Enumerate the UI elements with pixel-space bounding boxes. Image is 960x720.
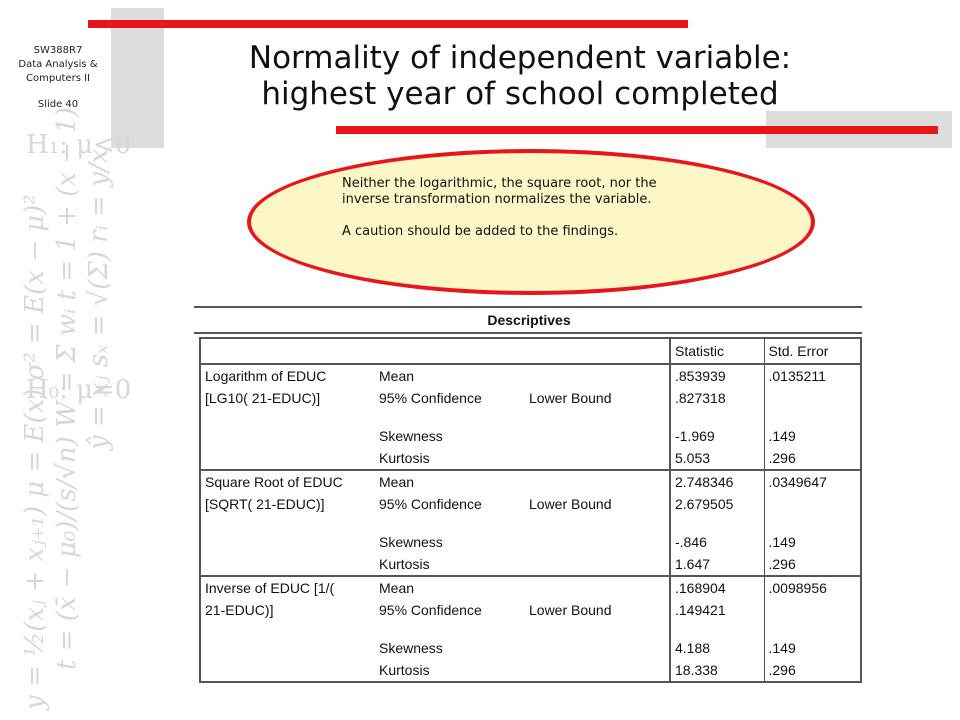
table-gap-row — [200, 621, 861, 637]
callout-paragraph-2: A caution should be added to the findings. — [342, 224, 619, 239]
table-row — [200, 637, 861, 659]
stat-value: 18.338 — [670, 659, 764, 682]
bound-label: Lower Bound — [529, 390, 612, 406]
table-gap-row — [200, 409, 861, 425]
formula-column-1: y = ½(xⱼ + xⱼ₊₁) μ = E(x) σ² = E(x − μ)² — [20, 194, 50, 710]
stat-label: 95% Confidence — [379, 496, 482, 512]
std-error-value: .296 — [764, 553, 861, 576]
stat-value: -1.969 — [670, 425, 764, 447]
stat-label: Kurtosis — [379, 556, 430, 572]
stat-label: 95% Confidence — [379, 390, 482, 406]
table-title-border — [194, 332, 862, 334]
descriptives-table — [194, 306, 864, 696]
std-error-value: .0098956 — [764, 576, 861, 599]
stat-label: Skewness — [379, 640, 443, 656]
decorative-formula-watermark — [18, 107, 132, 710]
variable-label: Logarithm of EDUC — [200, 364, 375, 387]
decorative-red-line-top — [88, 20, 688, 28]
stat-value: -.846 — [670, 531, 764, 553]
std-error-value: .149 — [764, 531, 861, 553]
table-row — [200, 531, 861, 553]
variable-label: 21-EDUC)] — [200, 599, 375, 621]
stat-value: .853939 — [670, 364, 764, 387]
stat-value: .168904 — [670, 576, 764, 599]
table-row — [200, 576, 861, 599]
stat-label: 95% Confidence — [379, 602, 482, 618]
slide-title-line1: Normality of independent variable: — [248, 40, 792, 76]
course-code: SW388R7 — [33, 45, 83, 56]
table-row — [200, 599, 861, 621]
descriptives-grid — [199, 337, 862, 683]
formula-column-2: t = (x̄ − μ₀)/(s/√n) W = Σ wᵢ t = 1 + (x − 1) — [52, 107, 82, 670]
stat-value: 2.748346 — [670, 470, 764, 493]
table-gap-row — [200, 515, 861, 531]
variable-label: [LG10( 21-EDUC)] — [200, 387, 375, 409]
table-title: Descriptives — [487, 312, 571, 328]
course-name-line1: Data Analysis & — [18, 59, 98, 70]
stat-value: 4.188 — [670, 637, 764, 659]
course-name-line2: Computers II — [26, 73, 90, 84]
stat-value: .149421 — [670, 599, 764, 621]
decorative-red-line-bottom — [336, 126, 938, 134]
table-row — [200, 447, 861, 470]
std-error-value: .0135211 — [764, 364, 861, 387]
stat-label: Skewness — [379, 428, 443, 444]
variable-label: [SQRT( 21-EDUC)] — [200, 493, 375, 515]
table-row — [200, 364, 861, 387]
formula-h1: H₁: μ<0 — [26, 130, 132, 160]
variable-label: Inverse of EDUC [1/( — [200, 576, 375, 599]
stat-label: Mean — [375, 470, 525, 493]
stat-value: 2.679505 — [670, 493, 764, 515]
decorative-gray-bar-left — [111, 8, 164, 148]
callout-paragraph-1: Neither the logarithmic, the square root, nor the inverse transformation normalizes the variable. — [342, 176, 657, 207]
stat-value: .827318 — [670, 387, 764, 409]
std-error-value: .149 — [764, 425, 861, 447]
bound-label: Lower Bound — [529, 496, 612, 512]
stat-label: Mean — [379, 368, 415, 384]
formula-column-3: ŷ = xⱼ sₓ = √(Σ) rᵢ = y/x — [84, 148, 114, 450]
stat-label: Kurtosis — [375, 659, 525, 682]
stat-label: Skewness — [379, 534, 443, 550]
table-row — [200, 659, 861, 682]
slide-title-line2: highest year of school completed — [261, 76, 779, 112]
table-row — [200, 493, 861, 515]
bound-label: Lower Bound — [529, 602, 612, 618]
variable-label: Square Root of EDUC — [200, 470, 375, 493]
std-error-value: .0349647 — [764, 470, 861, 493]
table-header-row — [200, 338, 861, 364]
std-error-value: .149 — [764, 637, 861, 659]
table-row — [200, 553, 861, 576]
table-row — [200, 387, 861, 409]
header-statistic: Statistic — [670, 338, 764, 364]
table-row — [200, 470, 861, 493]
sidebar-course-info — [6, 44, 110, 112]
table-row — [200, 425, 861, 447]
callout-text — [342, 176, 702, 240]
table-top-border — [194, 306, 862, 308]
slide-title — [170, 40, 870, 112]
stat-value: 5.053 — [670, 447, 764, 470]
stat-label: Mean — [375, 576, 525, 599]
formula-h0: H₀: μ=0 — [26, 375, 132, 405]
std-error-value: .296 — [764, 447, 861, 470]
std-error-value: .296 — [764, 659, 861, 682]
slide-number: Slide 40 — [37, 99, 79, 110]
header-std-error: Std. Error — [764, 338, 861, 364]
stat-value: 1.647 — [670, 553, 764, 576]
stat-label: Kurtosis — [379, 450, 430, 466]
